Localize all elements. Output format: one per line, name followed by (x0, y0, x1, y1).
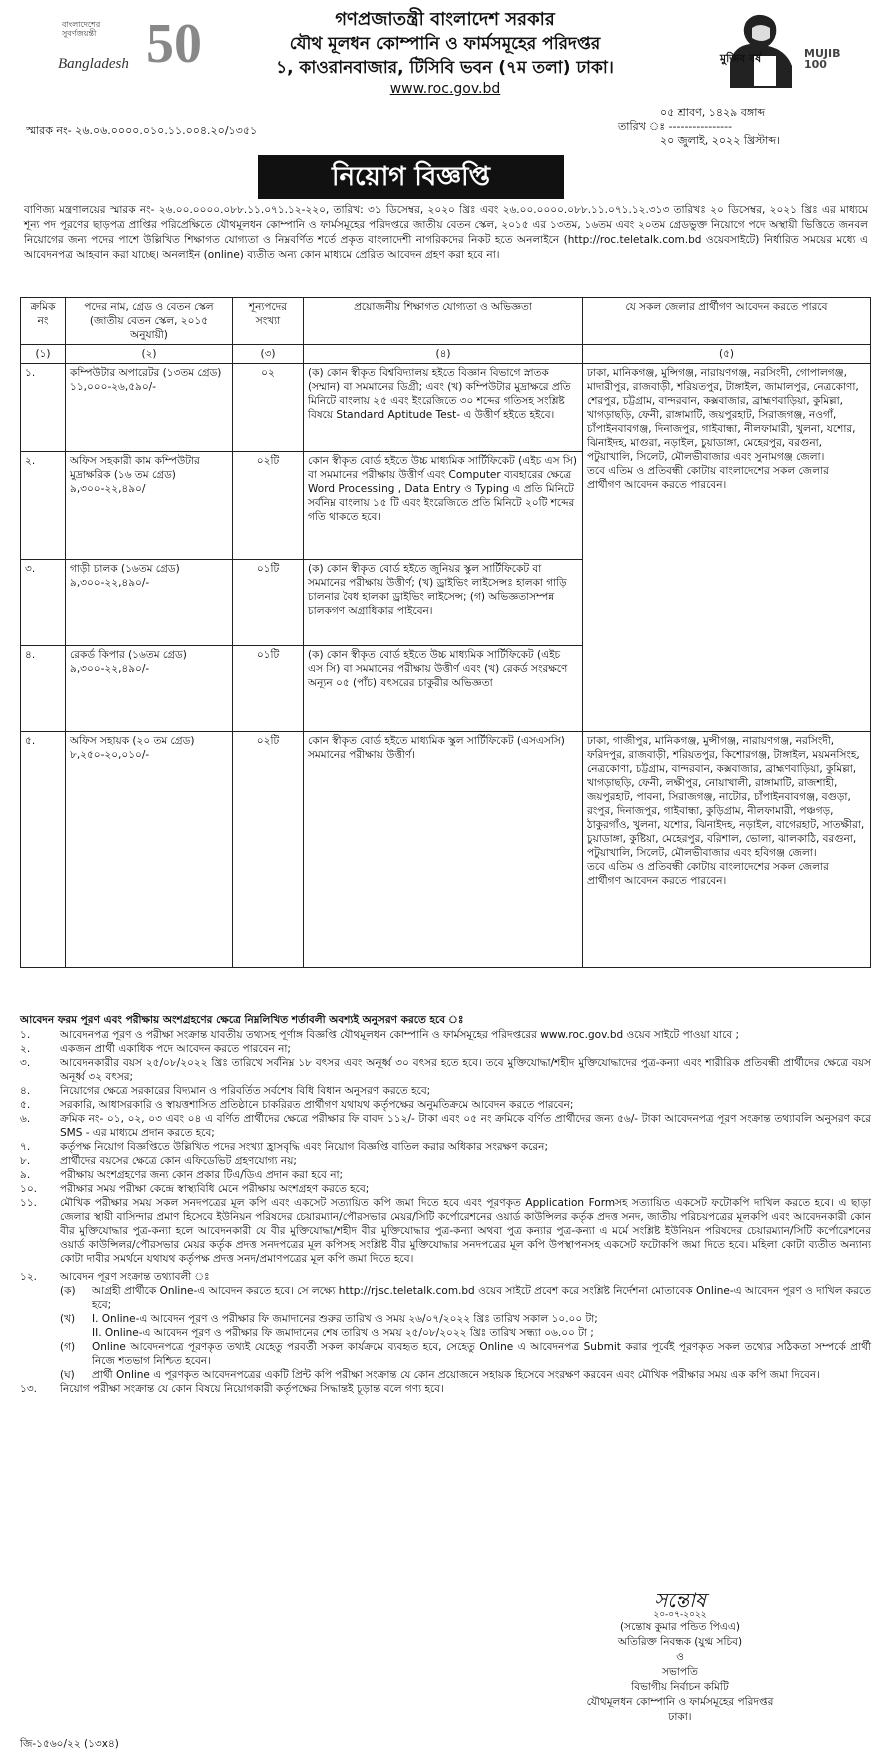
condition-text: সরকারি, আধাসরকারি ও স্বায়ত্তশাসিত প্রতিষ্ঠানে চাকরিরত প্রার্থীগণ যথাযথ কর্তৃপক্ষের অনুমতিক্রমে আবেদন করতে পারবেন; (60, 1099, 574, 1111)
districts-list: ঢাকা, মানিকগঞ্জ, মুন্সিগঞ্জ, নারায়ণগঞ্জ, নরসিংদী, গোপালগঞ্জ, মাদারীপুর, রাজবাড়ী, শরিয়তপুর, টাঙ্গাইল, জামালপুর, নেত্রকোণা, শেরপুর, চট্টগ্রাম, বান্দরবান, কক্সবাজার, ব্রাহ্মণবাড়িয়া, কুমিল্লা, খাগড়াছড়ি, ফেনী, রাঙ্গামাটি, জয়পুরহাট, সিরাজগঞ্জ, নওগাঁ, চাঁপাইনবাবগঞ্জ, দিনাজপুর, গাইবান্ধা, নীলফামারী, খুলনা, যশোর, ঝিনাইদহ, মাগুরা, নড়াইল, চুয়াডাঙ্গা, মেহেরপুর, বরগুনা, পটুয়াখালি, সিলেট, মৌলভীবাজার এবং সুনামগঞ্জ জেলা। (587, 367, 859, 463)
districts-list: ঢাকা, গাজীপুর, মানিকগঞ্জ, মুন্সীগঞ্জ, নারায়ণগঞ্জ, নরসিংদী, ফরিদপুর, রাজবাড়ী, শরিয়তপুর, কিশোরগঞ্জ, টাঙ্গাইল, ময়মনসিংহ, নেত্রকোণা, চট্টগ্রাম, বান্দরবান, কক্সবাজার, ব্রাহ্মণবাড়িয়া, কুমিল্লা, খাগড়াছড়ি, ফেনী, লক্ষীপুর, নোয়াখালী, রাঙ্গামাটি, রাজশাহী, জয়পুরহাট, পাবনা, সিরাজগঞ্জ, নাটোর, চাঁপাইনবাবগঞ্জ, বগুড়া, রংপুর, দিনাজপুর, গাইবান্ধা, কুড়িগ্রাম, নীলফামারী, পঞ্চগড়, ঠাকুরগাঁও, খুলনা, যশোর, ঝিনাইদহ, নড়াইল, বাগেরহাট, সাতক্ষীরা, চুয়াডাঙ্গা, কুষ্টিয়া, মেহেরপুর, বরিশাল, ভোলা, ঝালকাঠি, বরগুনা, পটুয়াখালি, সিলেট, মৌলভীবাজার এবং হবিগঞ্জ জেলা। (587, 735, 865, 859)
condition-text: মৌখিক পরীক্ষার সময় সকল সনদপত্রের মূল কপি এবং একসেট সত্যায়িত কপি জমা দিতে হবে এবং পূরণকৃত Application Formসহ সত্যায়িত একসেট ফটোকপি দাখিল করতে হবে। এ ছাড়া জেলার স্থায়ী বাসিন্দার প্রমাণ হিসেবে ইউনিয়ন পরিষদের চেয়ারম্যান/পৌরসভার মেয়র/সিটি কর্পোরেশনের ওয়ার্ড কাউন্সিলর কর্তৃক প্রদত্ত সনদ, জাতীয় পরিচয়পত্রের মূলকপি এবং আবেদনকারী কোন বীর মুক্তিযোদ্ধার পুত্র-কন্যা হলে আবেদনকারী যে বীর মুক্তিযোদ্ধা/শহীদ বীর মুক্তিযোদ্ধার পুত্র-কন্যা অথবা পুত্র কন্যার পুত্র-কন্যা এ মর্মে সংশ্লিষ্ট ইউনিয়ন পরিষদের চেয়ারম্যান/সিটি কর্পোরেশনের ওয়ার্ড কাউন্সিলর/পৌরসভার মেয়র কর্তৃক প্রদত্ত সনদপত্রের মূল কপিসহ সংশ্লিষ্ট বীর মুক্তিযোদ্ধার সনদপত্রের মূল কপি উপস্থাপনসহ একসেট ফটোকপি জমা দিতে হবে। মহিলা কোটা ব্যতীত অন্যান্য কোটা দাবীর সমর্থনে যথাযথ কর্তৃপক্ষ প্রদত্ত সনদ/প্রমাণপত্রের মূল কপি জমা দিতে হবে। (60, 1197, 871, 1265)
mujib-borsho-logo (720, 10, 841, 88)
office-website-link[interactable]: www.roc.gov.bd (389, 81, 501, 97)
condition-item (20, 1112, 871, 1140)
intro-paragraph: বাণিজ্য মন্ত্রণালয়ের স্মারক নং- ২৬.০০.০০০০.০৮৮.১১.০৭১.১২-২২০, তারিখ: ৩১ ডিসেম্বর, ২০২০ খ্রিঃ এবং ২৬.০০.০০০০.০৮৮.১১.০৭১.১২.৩১৩ তারিখঃ ২০ ডিসেম্বর, ২০২১ খ্রিঃ এর মাধ্যমে শূন্য পদ পূরণের ছাড়পত্র প্রাপ্তির পরিপ্রেক্ষিতে যৌথমূলধন কোম্পানি ও ফার্মসমূহের পরিদপ্তরে জাতীয় বেতন স্কেল, ২০১৫ এর ১৩তম, ১৬তম এবং ২০তম গ্রেডভুক্ত নিয়োগে পদে অস্থায়ী ভিত্তিতে জনবল নিয়োগের জন্য পদের পাশে উল্লিখিত শিক্ষাগত যোগ্যতা ও নিম্নবর্ণিত শর্তে প্রকৃত বাংলাদেশী নাগরিকদের নিকট হতে অনলাইনে (http://roc.teletalk.com.bd ওয়েবসাইটে) নির্ধারিত সময়ের মধ্যে এ আবেদনপত্র আহবান করা যাচ্ছে। অনলাইন (online) ব্যতীত অন্য কোন মাধ্যমে প্রেরিত আবেদন গ্রহণ করা হবে না। (24, 204, 868, 261)
cell-qualification: কোন স্বীকৃত বোর্ড হইতে উচ্চ মাধ্যমিক সার্টিফিকেট (এইচ এস সি) বা সমমানের পরীক্ষায় উত্তীর্ণ এবং Computer ব্যবহারের ক্ষেত্রে Word Processing , Data Entry ও Typing এ প্রতি মিনিটে সর্বনিম্ন বাংলায় ১৫ টি এবং ইংরেজিতে প্রতি মিনিটে ২০টি শব্দের গতি থাকতে হবে। (304, 452, 583, 560)
cell-count: ০২টি (233, 452, 304, 560)
condition-text: প্রার্থীদের বয়সের ক্ষেত্রে কোন এফিডেভিট গ্রহণযোগ্য নয়; (60, 1155, 297, 1167)
conditions-list (20, 1028, 871, 1396)
cell-count: ০১টি (233, 646, 304, 732)
districts-note: তবে এতিম ও প্রতিবন্ধী কোটায় বাংলাদেশের সকল জেলার প্রার্থীগণ আবেদন করতে পারবেন। (587, 861, 829, 887)
cell-serial: ৪. (21, 646, 66, 732)
condition-number: ১০. (20, 1183, 37, 1195)
table-colnum-row (21, 345, 871, 364)
logo-country-text: Bangladesh (58, 56, 129, 72)
condition-item (20, 1098, 871, 1112)
cell-post: অফিস সহায়ক (২০ তম গ্রেড) ৮,২৫০-২০,০১০/- (66, 732, 233, 968)
cell-qualification: (ক) কোন স্বীকৃত বিশ্ববিদ্যালয় হইতে বিজ্ঞান বিভাগে স্নাতক (সম্মান) বা সমমানের ডিগ্রী; এবং (খ) কম্পিউটার মুদ্রাক্ষরে প্রতি মিনিটে বাংলায় ২৫ এবং ইংরেজিতে ৩০ শব্দের গতিসহ সংশ্লিষ্ট বিষয়ে Standard Aptitude Test- এ উত্তীর্ণ হইতে হইবে। (304, 364, 583, 452)
header-post: পদের নাম, গ্রেড ও বেতন স্কেল (জাতীয় বেতন স্কেল, ২০১৫ অনুযায়ী) (66, 298, 233, 345)
signature-block (560, 1590, 800, 1725)
table-header-row (21, 298, 871, 345)
condition-item (20, 1154, 871, 1168)
office-name: যৌথ মূলধন কোম্পানি ও ফার্মসমূহের পরিদপ্তর (289, 34, 601, 54)
logo-fifty-text: 50 (146, 13, 202, 75)
print-reference: জি-১৫৬০/২২ (১৩x৪) (20, 1738, 119, 1750)
mujib-100-mark: MUJIB 100 (804, 47, 841, 71)
colnum: (১) (21, 345, 66, 364)
sub-item-text: প্রার্থী Online এ পূরণকৃত আবেদনপত্রের একটি প্রিন্ট কপি পরীক্ষা সংক্রান্ত যে কোন প্রয়োজনে সহায়ক হিসেবে সংরক্ষণ করবেন এবং মৌখিক পরীক্ষার সময় এক কপি জমা দিবেন। (92, 1369, 820, 1381)
handwritten-signature: সন্তোষ (654, 1588, 706, 1612)
colnum: (৩) (233, 345, 304, 364)
condition-number: ১১. (20, 1197, 37, 1209)
condition-item (20, 1042, 871, 1056)
condition-number: ৯. (20, 1169, 31, 1181)
signatory-office: যৌথমূলধন কোম্পানি ও ফার্মসমূহের পরিদপ্তর (586, 1696, 774, 1708)
condition-number: ১৩. (20, 1383, 37, 1395)
condition-number: ৮. (20, 1155, 31, 1167)
condition-12-body (60, 1270, 871, 1382)
sub-item-text: Online আবেদনপত্রে পূরণকৃত তথ্যই যেহেতু পরবর্তী সকল কার্যক্রমে ব্যবহৃত হবে, সেহেতু Online এ আবেদনপত্র Submit করার পূর্বেই পূরণকৃত সকল তথ্যের সঠিকতা সম্পর্কে প্রার্থী নিজে শতভাগ নিশ্চিত হবেন। (92, 1341, 871, 1367)
date-bangla: ০৫ শ্রাবণ, ১৪২৯ বঙ্গাব্দ (660, 106, 766, 119)
sub-item-label: (ঘ) (60, 1369, 75, 1381)
sub-item-label (60, 1326, 92, 1340)
signatory-role: সভাপতি (662, 1666, 698, 1678)
sub-item (60, 1284, 871, 1312)
memo-number: স্মারক নং- ২৬.০৬.০০০০.০১০.১১.০০৪.২০/১৩৫১ (26, 124, 258, 137)
committee-name: বিভাগীয় নির্বাচন কমিটি (631, 1681, 729, 1693)
sub-item (60, 1368, 871, 1382)
cell-serial: ২. (21, 452, 66, 560)
logo-small-text: বাংলাদেশের সুবর্ণজয়ন্তী (62, 20, 101, 38)
cell-qualification: (ক) কোন স্বীকৃত বোর্ড হইতে জুনিয়র স্কুল সার্টিফিকেট বা সমমানের পরীক্ষায় উত্তীর্ণ; (খ) ড্রাইভিং লাইসেন্সঃ হালকা গাড়ি চালনার বৈধ হালকা ড্রাইভিং লাইসেন্স; (গ) অভিজ্ঞতাসম্পন্ন চালকগণ অগ্রাধিকার পাইবেন। (304, 560, 583, 646)
cell-count: ০১টি (233, 560, 304, 646)
condition-item (20, 1196, 871, 1266)
cell-serial: ৫. (21, 732, 66, 968)
cell-count: ০২ (233, 364, 304, 452)
condition-text: একজন প্রার্থী একাধিক পদে আবেদন করতে পারবেন না; (60, 1043, 291, 1055)
sub-item (60, 1312, 871, 1326)
golden-jubilee-logo (36, 12, 202, 84)
cell-qualification: কোন স্বীকৃত বোর্ড হইতে মাধ্যমিক স্কুল সার্টিফিকেট (এসএসসি) সমমানের পরীক্ষায় উত্তীর্ণ। (304, 732, 583, 968)
condition-text: নিয়োগের ক্ষেত্রে সরকারের বিদ্যমান ও পরিবর্তিত সর্বশেষ বিধি বিধান অনুসরণ করতে হবে; (60, 1085, 431, 1097)
condition-number: ৭. (20, 1141, 31, 1153)
government-name: গণপ্রজাতন্ত্রী বাংলাদেশ সরকার (335, 9, 555, 30)
condition-item-13 (20, 1382, 871, 1396)
colnum: (২) (66, 345, 233, 364)
condition-number: ৩. (20, 1057, 31, 1069)
notice-title: নিয়োগ বিজ্ঞপ্তি (258, 155, 564, 199)
sub-item-label: (গ) (60, 1341, 76, 1353)
condition-number: ৬. (20, 1113, 31, 1125)
cell-post: অফিস সহকারী কাম কম্পিউটার মুদ্রাক্ষরিক (১৬ তম গ্রেড) ৯,৩০০-২২,৪৯০/ (66, 452, 233, 560)
colnum: (৪) (304, 345, 583, 364)
condition-number: ১২. (20, 1271, 37, 1283)
cell-districts-group-a (583, 364, 871, 732)
sub-item-text: আগ্রহী প্রার্থীকে Online-এ আবেদন করতে হবে। সে লক্ষ্যে http://rjsc.teletalk.com.bd ওয়েব সাইটে প্রবেশ করে সংশ্লিষ্ট নির্দেশনা মোতাবেক Online-এ আবেদন পূরণ ও দাখিল করতে হবে; (92, 1285, 871, 1311)
conditions-heading: আবেদন ফরম পূরণ এবং পরীক্ষায় অংশগ্রহণের ক্ষেত্রে নিম্নলিখিত শর্তাবলী অবশ্যই অনুসরণ করতে হবে ঃ (20, 1014, 464, 1026)
condition-text: কর্তৃপক্ষ নিয়োগ বিজ্ঞপ্তিতে উল্লিখিত পদের সংখ্যা হ্রাসবৃদ্ধি এবং নিয়োগ বিজ্ঞপ্তি বাতিল করার অধিকার সংরক্ষণ করেন; (60, 1141, 548, 1153)
cell-serial: ১. (21, 364, 66, 452)
date-gregorian: ২০ জুলাই, ২০২২ খ্রিস্টাব্দ। (660, 134, 781, 147)
signatory-and: ও (676, 1651, 684, 1663)
cell-post: রেকর্ড কিপার (১৬তম গ্রেড) ৯,৩০০-২২,৪৯০/- (66, 646, 233, 732)
sub-item (60, 1326, 871, 1340)
condition-text: আবেদনপত্র পূরণ ও পরীক্ষা সংক্রান্ত যাবতীয় তথ্যসহ পূর্ণাঙ্গ বিজ্ঞপ্তি যৌথমূলধন কোম্পানি ও ফার্মসমূহের পরিদপ্তরের www.roc.gov.bd ওয়েব সাইটে পাওয়া যাবে ; (60, 1029, 740, 1041)
condition-number: ৫. (20, 1099, 31, 1111)
sub-item-label: (খ) (60, 1313, 76, 1325)
condition-item (20, 1084, 871, 1098)
condition-item (20, 1056, 871, 1084)
condition-number: ১. (20, 1029, 31, 1041)
cell-post: গাড়ী চালক (১৬তম গ্রেড) ৯,৩০০-২২,৪৯০/- (66, 560, 233, 646)
condition-number: ২. (20, 1043, 31, 1055)
condition-text: নিয়োগ পরীক্ষা সংক্রান্ত যে কোন বিষয়ে নিয়োগকারী কর্তৃপক্ষের সিদ্ধান্তই চূড়ান্ত বলে গণ্য হবে। (60, 1383, 444, 1395)
colnum: (৫) (583, 345, 871, 364)
condition-text: আবেদনকারীর বয়স ২৫/০৮/২০২২ খ্রিঃ তারিখে সর্বনিম্ন ১৮ বৎসর এবং অনূর্ধ্ব ৩০ বৎসর হতে হবে। তবে মুক্তিযোদ্ধা/শহীদ মুক্তিযোদ্ধাদের পুত্র-কন্যা এবং শারীরিক প্রতিবন্ধী প্রার্থীদের ক্ষেত্রে বয়স অনূর্ধ্ব ৩২ বৎসর; (60, 1057, 871, 1083)
condition-item (20, 1140, 871, 1154)
header-count: শূন্যপদের সংখ্যা (233, 298, 304, 345)
signatory-designation: অতিরিক্ত নিবন্ধক (যুগ্ম সচিব) (617, 1636, 743, 1648)
condition-item (20, 1182, 871, 1196)
signatory-city: ঢাকা। (668, 1711, 692, 1723)
sub-item-text: I. Online-এ আবেদন পূরণ ও পরীক্ষার ফি জমাদানের শুরুর তারিখ ও সময় ২৬/০৭/২০২২ খ্রিঃ তারিখ সকাল ১০.০০ টা; (92, 1313, 598, 1325)
table-row (21, 732, 871, 968)
condition-text: পরীক্ষার সময় পরীক্ষা কেন্দ্রে স্বাস্থ্যবিধি মেনে পরীক্ষায় অংশগ্রহণ করতে হবে; (60, 1183, 370, 1195)
condition-item (20, 1028, 871, 1042)
office-address: ১, কাওরানবাজার, টিসিবি ভবন (৭ম তলা) ঢাকা। (276, 58, 614, 78)
sub-item-text: II. Online-এ আবেদন পূরণ ও পরীক্ষার ফি জমাদানের শেষ তারিখ ও সময় ২৫/০৮/২০২২ খ্রিঃ তারিখ সন্ধ্যা ০৬.০০ টা ; (92, 1327, 594, 1339)
letterhead (210, 8, 680, 98)
condition-item (20, 1168, 871, 1182)
cell-districts-group-b (583, 732, 871, 968)
condition-text: পরীক্ষায় অংশগ্রহণের জন্য কোন প্রকার টিএ/ডিএ প্রদান করা হবে না; (60, 1169, 344, 1181)
condition-12-heading: আবেদন পূরণ সংক্রান্ত তথ্যাবলী ঃ (60, 1271, 210, 1283)
portrait-icon (720, 10, 802, 88)
header-serial: ক্রমিক নং (21, 298, 66, 345)
cell-serial: ৩. (21, 560, 66, 646)
portrait-caption: মুজিব বর্ষ (720, 52, 762, 65)
date-label: তারিখ ঃ ---------------- (618, 120, 733, 133)
table-row (21, 364, 871, 452)
cell-post: কম্পিউটার অপারেটর (১৩তম গ্রেড) ১১,০০০-২৬,৫৯০/- (66, 364, 233, 452)
condition-number: ৪. (20, 1085, 31, 1097)
condition-text: ক্রমিক নং- ০১, ০২, ০৩ এবং ০৪ এ বর্ণিত প্রার্থীদের ক্ষেত্রে পরীক্ষার ফি বাবদ ১১২/- টাকা এবং ০৫ নং ক্রমিকে বর্ণিত প্রার্থীদের জন্য ৫৬/- টাকা আবেদনপত্র পূরণ সংক্রান্ত তথ্যাবলি অনুসরণ করে SMS - এর মাধ্যমে প্রদান করতে হবে; (60, 1113, 871, 1139)
cell-qualification: (ক) কোন স্বীকৃত বোর্ড হইতে উচ্চ মাধ্যমিক সার্টিফিকেট (এইচ এস সি) বা সমমানের পরীক্ষায় উত্তীর্ণ এবং (খ) রেকর্ড সংরক্ষণে অন্যূন ০৫ (পাঁচ) বৎসরের চাকুরীর অভিজ্ঞতা (304, 646, 583, 732)
header-qualification: প্রয়োজনীয় শিক্ষাগত যোগ্যতা ও অভিজ্ঞতা (304, 298, 583, 345)
signature-date: ২০-০৭-২০২২ (653, 1610, 707, 1620)
header-districts: যে সকল জেলার প্রার্থীগণ আবেদন করতে পারবে (583, 298, 871, 345)
condition-item-12 (20, 1270, 871, 1382)
signatory-name: (সন্তোষ কুমার পন্ডিত পিএএ) (620, 1621, 740, 1633)
vacancy-table (20, 297, 871, 968)
sub-item-label: (ক) (60, 1285, 76, 1297)
districts-note: তবে এতিম ও প্রতিবন্ধী কোটায় বাংলাদেশের সকল জেলার প্রার্থীগণ আবেদন করতে পারবেন। (587, 465, 829, 491)
sub-item (60, 1340, 871, 1368)
cell-count: ০২টি (233, 732, 304, 968)
